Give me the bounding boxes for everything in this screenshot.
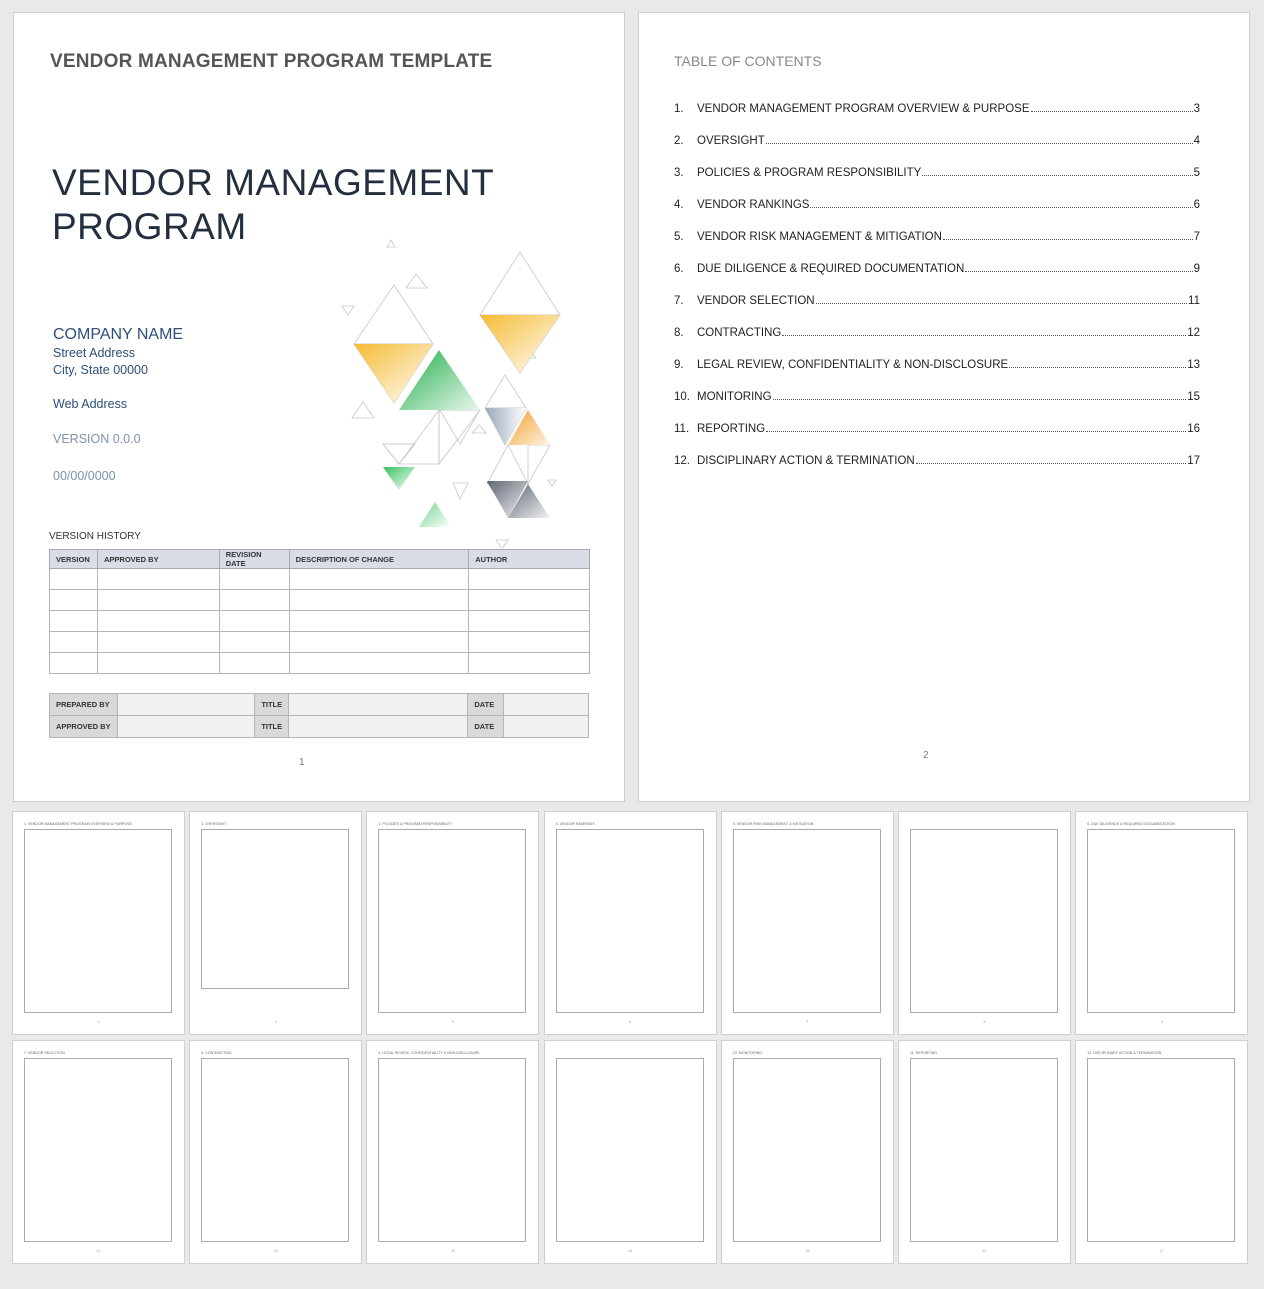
page-thumbnail[interactable] [898,811,1071,1035]
toc-entry-number: 5. [674,231,684,243]
page-thumbnail[interactable] [12,811,185,1035]
toc-entry[interactable] [674,419,1200,435]
table-cell[interactable] [97,632,219,653]
page-thumbnail[interactable] [544,811,717,1035]
table-cell[interactable] [50,632,98,653]
table-cell[interactable] [219,611,289,632]
toc-entry-page: 4 [1193,135,1200,147]
toc-entry[interactable] [674,163,1200,179]
approved-by-label: APPROVED BY [50,716,118,738]
toc-entry-number: 1. [674,103,684,115]
toc-leader-dots [1009,367,1186,368]
thumbnail-content-box [1087,1058,1235,1242]
toc-entry-page: 17 [1187,455,1200,467]
thumbnail-page-number: 11 [96,1249,101,1253]
thumbnail-content-box [1087,829,1235,1013]
cover-date: 00/00/0000 [53,469,116,483]
thumbnail-section-title: 10. MONITORING [732,1051,763,1055]
table-cell[interactable] [50,653,98,674]
page-thumbnail[interactable] [721,811,894,1035]
thumbnail-page-number: 5 [451,1020,454,1024]
page-thumbnail[interactable] [189,811,362,1035]
table-row [50,590,590,611]
header-author: AUTHOR [469,550,590,569]
toc-entry-page: 11 [1188,295,1200,307]
toc-entry-page: 16 [1187,423,1200,435]
toc-leader-dots [916,463,1187,464]
toc-entry[interactable] [674,323,1200,339]
table-cell[interactable] [469,632,590,653]
thumbnail-page-number: 9 [1160,1020,1163,1024]
street-address: Street Address [53,346,135,360]
toc-entry-label: REPORTING [697,423,766,435]
toc-entry-page: 9 [1193,263,1200,275]
thumbnail-content-box [24,1058,172,1242]
toc-entry-page: 3 [1193,103,1200,115]
toc-entry-label: VENDOR RANKINGS [697,199,810,211]
company-name: COMPANY NAME [53,326,184,343]
toc-leader-dots [766,143,1193,144]
thumbnail-page-number: 15 [805,1249,810,1253]
page-thumbnail[interactable] [1075,1040,1248,1264]
toc-entry[interactable] [674,259,1200,275]
city-state: City, State 00000 [53,363,148,377]
thumbnail-page-number: 14 [628,1249,633,1253]
toc-entry[interactable] [674,227,1200,243]
toc-leader-dots [766,431,1186,432]
approved-date-label: DATE [468,716,504,738]
signoff-table [49,693,589,738]
version-history-header-row [50,550,590,569]
toc-entry[interactable] [674,387,1200,403]
toc-entry-page: 15 [1187,391,1200,403]
table-cell[interactable] [469,653,590,674]
table-row [50,632,590,653]
approved-date-field[interactable] [504,716,589,738]
thumbnail-page-number: 12 [273,1249,278,1253]
triangle-yellow-right [480,315,560,373]
decorative-triangles-graphic [332,218,592,548]
table-cell[interactable] [469,590,590,611]
triangle-green-small [383,467,415,490]
toc-entry-page: 5 [1193,167,1200,179]
thumbnail-content-box [733,1058,881,1242]
page-thumbnail[interactable] [721,1040,894,1264]
thumbnail-section-title: 4. VENDOR RANKINGS [555,822,595,826]
approved-by-row [50,716,589,738]
thumbnail-page-number: 17 [1159,1249,1164,1253]
toc-entry-number: 2. [674,135,684,147]
toc-leader-dots [773,399,1187,400]
header-approved-by: APPROVED BY [97,550,219,569]
toc-entry-page: 6 [1193,199,1200,211]
thumbnail-page-number: 4 [274,1020,277,1024]
table-row [50,611,590,632]
thumbnail-content-box [24,829,172,1013]
table-cell[interactable] [219,653,289,674]
toc-leader-dots [1031,111,1193,112]
page-thumbnail[interactable] [1075,811,1248,1035]
main-title-line-1: VENDOR MANAGEMENT [52,162,495,203]
approved-title-label: TITLE [255,716,289,738]
thumbnail-section-title: 6. DUE DILIGENCE & REQUIRED DOCUMENTATION [1087,822,1175,826]
toc-entry[interactable] [674,195,1200,211]
thumbnail-page-number: 7 [806,1020,809,1024]
thumbnail-section-title: 8. CONTRACTING [201,1051,232,1055]
toc-leader-dots [782,335,1186,336]
table-cell[interactable] [289,632,469,653]
toc-entry-number: 9. [674,359,684,371]
version-history-label: VERSION HISTORY [49,531,141,542]
toc-leader-dots [965,271,1192,272]
toc-entry-page: 7 [1193,231,1200,243]
toc-leader-dots [816,303,1187,304]
thumbnail-content-box [910,1058,1058,1242]
page-thumbnail[interactable] [898,1040,1071,1264]
thumbnail-section-title: 7. VENDOR SELECTION [24,1051,65,1055]
table-cell[interactable] [219,569,289,590]
toc-leader-dots [943,239,1193,240]
thumbnail-section-title: 2. OVERSIGHT [201,822,227,826]
page-thumbnail[interactable] [12,1040,185,1264]
thumbnail-section-title: 11. REPORTING [910,1051,938,1055]
version-number: VERSION 0.0.0 [53,432,141,446]
thumbnail-page-number: 6 [629,1020,632,1024]
prepared-date-label: DATE [468,694,504,716]
prepared-title-field[interactable] [289,694,468,716]
thumbnail-content-box [201,829,349,989]
toc-entry-number: 11. [674,423,690,435]
version-history-table [49,549,590,674]
page-thumbnail[interactable] [366,1040,539,1264]
toc-entry-label: DUE DILIGENCE & REQUIRED DOCUMENTATION [697,263,965,275]
table-row [50,569,590,590]
main-title-line-2: PROGRAM [52,206,247,247]
thumbnail-content-box [910,829,1058,1013]
toc-entry[interactable] [674,291,1200,307]
page-number: 2 [923,750,929,761]
toc-entry[interactable] [674,131,1200,147]
web-address: Web Address [53,397,128,411]
table-cell[interactable] [50,569,98,590]
approved-by-field[interactable] [117,716,254,738]
toc-entry-number: 3. [674,167,684,179]
thumbnail-content-box [733,829,881,1013]
page-thumbnail[interactable] [189,1040,362,1264]
table-cell[interactable] [50,590,98,611]
document-header: VENDOR MANAGEMENT PROGRAM TEMPLATE [50,51,493,72]
toc-leader-dots [810,207,1192,208]
toc-entry-number: 8. [674,327,684,339]
table-row [50,653,590,674]
header-description-of-change: DESCRIPTION OF CHANGE [289,550,469,569]
toc-entry-label: MONITORING [697,391,772,403]
table-cell[interactable] [289,611,469,632]
table-cell[interactable] [97,611,219,632]
toc-entry[interactable] [674,451,1200,467]
table-cell[interactable] [469,611,590,632]
thumbnail-section-title: 12. DISCIPLINARY ACTION & TERMINATION [1087,1051,1162,1055]
toc-entry-number: 7. [674,295,684,307]
thumbnail-section-title: 9. LEGAL REVIEW, CONFIDENTIALITY & NON-DISCLOSURE [378,1051,480,1055]
cover-page [13,12,625,802]
toc-entry-label: VENDOR RISK MANAGEMENT & MITIGATION [697,231,942,243]
thumbnail-section-title: 1. VENDOR MANAGEMENT PROGRAM OVERVIEW & PURPOSE [24,822,132,826]
toc-entry[interactable] [674,99,1200,115]
table-cell[interactable] [289,653,469,674]
toc-page [638,12,1250,802]
prepared-by-label: PREPARED BY [50,694,118,716]
thumbnail-content-box [378,1058,526,1242]
toc-entry[interactable] [674,355,1200,371]
toc-entry-label: POLICIES & PROGRAM RESPONSIBILITY [697,167,922,179]
toc-entry-page: 13 [1187,359,1200,371]
thumbnail-content-box [378,829,526,1013]
toc-entry-number: 4. [674,199,684,211]
toc-entry-page: 12 [1187,327,1200,339]
toc-entry-label: VENDOR SELECTION [697,295,815,307]
thumbnail-page-number: 3 [97,1020,100,1024]
prepared-title-label: TITLE [255,694,289,716]
header-version: VERSION [50,550,98,569]
prepared-by-field[interactable] [117,694,254,716]
thumbnail-page-number: 8 [983,1020,986,1024]
table-cell[interactable] [469,569,590,590]
toc-entry-label: VENDOR MANAGEMENT PROGRAM OVERVIEW & PURPOSE [697,103,1030,115]
toc-entry-label: OVERSIGHT [697,135,765,147]
prepared-by-row [50,694,589,716]
thumbnail-content-box [556,1058,704,1242]
approved-title-field[interactable] [289,716,468,738]
header-revision-date: REVISION DATE [219,550,289,569]
toc-entry-number: 12. [674,455,690,467]
table-cell[interactable] [289,569,469,590]
thumbnail-page-number: 13 [450,1249,455,1253]
toc-entry-label: CONTRACTING [697,327,782,339]
toc-entry-number: 6. [674,263,684,275]
thumbnail-section-title: 3. POLICIES & PROGRAM RESPONSIBILITY [378,822,453,826]
table-cell[interactable] [219,632,289,653]
toc-entry-label: LEGAL REVIEW, CONFIDENTIALITY & NON-DISCLOSURE [697,359,1009,371]
table-cell[interactable] [219,590,289,611]
table-cell[interactable] [289,590,469,611]
thumbnail-section-title: 5. VENDOR RISK MANAGEMENT & MITIGATION [732,822,814,826]
page-number: 1 [299,757,305,768]
page-thumbnail[interactable] [366,811,539,1035]
prepared-date-field[interactable] [504,694,589,716]
table-cell[interactable] [50,611,98,632]
table-cell[interactable] [97,590,219,611]
toc-title: TABLE OF CONTENTS [674,53,822,69]
thumbnail-content-box [556,829,704,1013]
table-cell[interactable] [97,653,219,674]
toc-entry-number: 10. [674,391,690,403]
toc-entry-label: DISCIPLINARY ACTION & TERMINATION [697,455,915,467]
thumbnail-content-box [201,1058,349,1242]
table-cell[interactable] [97,569,219,590]
thumbnail-page-number: 16 [982,1249,987,1253]
triangle-green-light [419,502,451,527]
page-thumbnail[interactable] [544,1040,717,1264]
toc-leader-dots [922,175,1192,176]
